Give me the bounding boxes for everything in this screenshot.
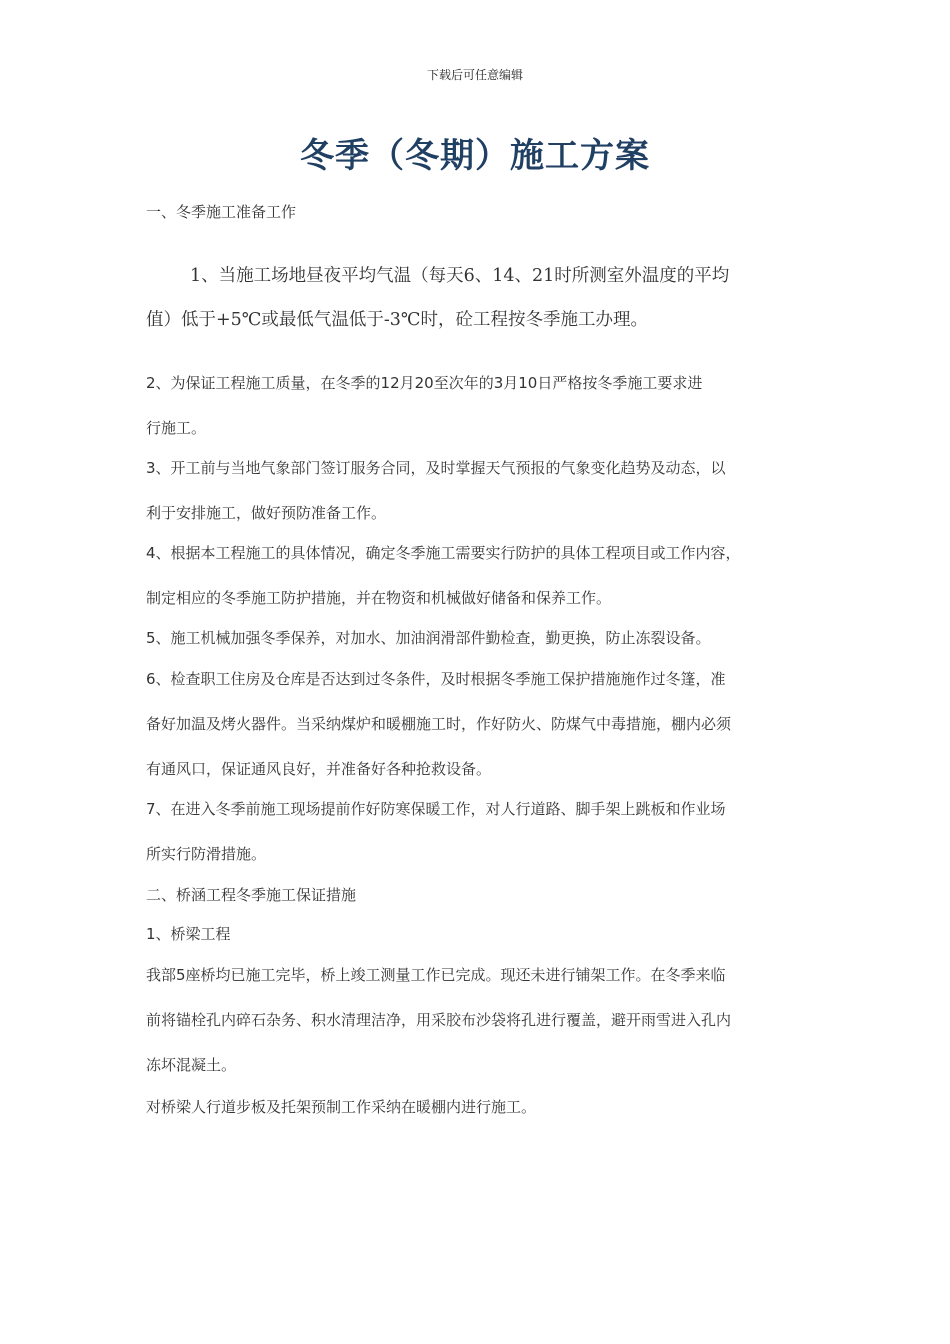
- item-5-line-1: 5、施工机械加强冬季保养，对加水、加油润滑部件勤检查，勤更换，防止冻裂设备。: [146, 629, 711, 647]
- bridge-paragraph-1-line-2: 前将锚栓孔内碎石杂务、积水清理洁净，用采胶布沙袋将孔进行覆盖，避开雨雪进入孔内: [146, 1011, 732, 1029]
- item-6-line-1: 6、检查职工住房及仓库是否达到过冬条件，及时根据冬季施工保护措施施作过冬篷，准: [146, 670, 726, 688]
- item-1-line-2: 值）低于+5℃或最低气温低于-3℃时，砼工程按冬季施工办理。: [146, 310, 648, 330]
- item-7-line-1: 7、在进入冬季前施工现场提前作好防寒保暖工作，对人行道路、脚手架上跳板和作业场: [146, 800, 726, 818]
- item-1-line-1: 1、当施工场地昼夜平均气温（每天6、14、21时所测室外温度的平均: [190, 266, 730, 286]
- item-2-line-2: 行施工。: [146, 419, 207, 437]
- item-3-line-1: 3、开工前与当地气象部门签订服务合同，及时掌握天气预报的气象变化趋势及动态，以: [146, 459, 726, 477]
- item-6-line-2: 备好加温及烤火器件。当采纳煤炉和暖棚施工时，作好防火、防煤气中毒措施，棚内必须: [146, 715, 732, 733]
- item-3-line-2: 利于安排施工，做好预防准备工作。: [146, 504, 387, 522]
- sub-heading-bridge: 1、桥梁工程: [146, 925, 231, 943]
- bridge-paragraph-1-line-1: 我部5座桥均已施工完毕，桥上竣工测量工作已完成。现还未进行铺架工作。在冬季来临: [146, 966, 726, 984]
- item-2-line-1: 2、为保证工程施工质量，在冬季的12月20至次年的3月10日严格按冬季施工要求进: [146, 374, 703, 392]
- item-4-line-1: 4、根据本工程施工的具体情况，确定冬季施工需要实行防护的具体工程项目或工作内容，: [146, 544, 741, 562]
- item-4-line-2: 制定相应的冬季施工防护措施，并在物资和机械做好储备和保养工作。: [146, 589, 612, 607]
- section-heading-2: 二、桥涵工程冬季施工保证措施: [146, 886, 357, 904]
- item-7-line-2: 所实行防滑措施。: [146, 845, 267, 863]
- page-title: 冬季（冬期）施工方案: [300, 136, 650, 176]
- bridge-paragraph-1-line-3: 冻坏混凝土。: [146, 1056, 237, 1074]
- section-heading-1: 一、冬季施工准备工作: [146, 203, 297, 221]
- header-note: 下载后可任意编辑: [426, 68, 523, 82]
- bridge-paragraph-2-line-1: 对桥梁人行道步板及托架预制工作采纳在暖棚内进行施工。: [146, 1098, 537, 1116]
- item-6-line-3: 有通风口，保证通风良好，并准备好各种抢救设备。: [146, 760, 492, 778]
